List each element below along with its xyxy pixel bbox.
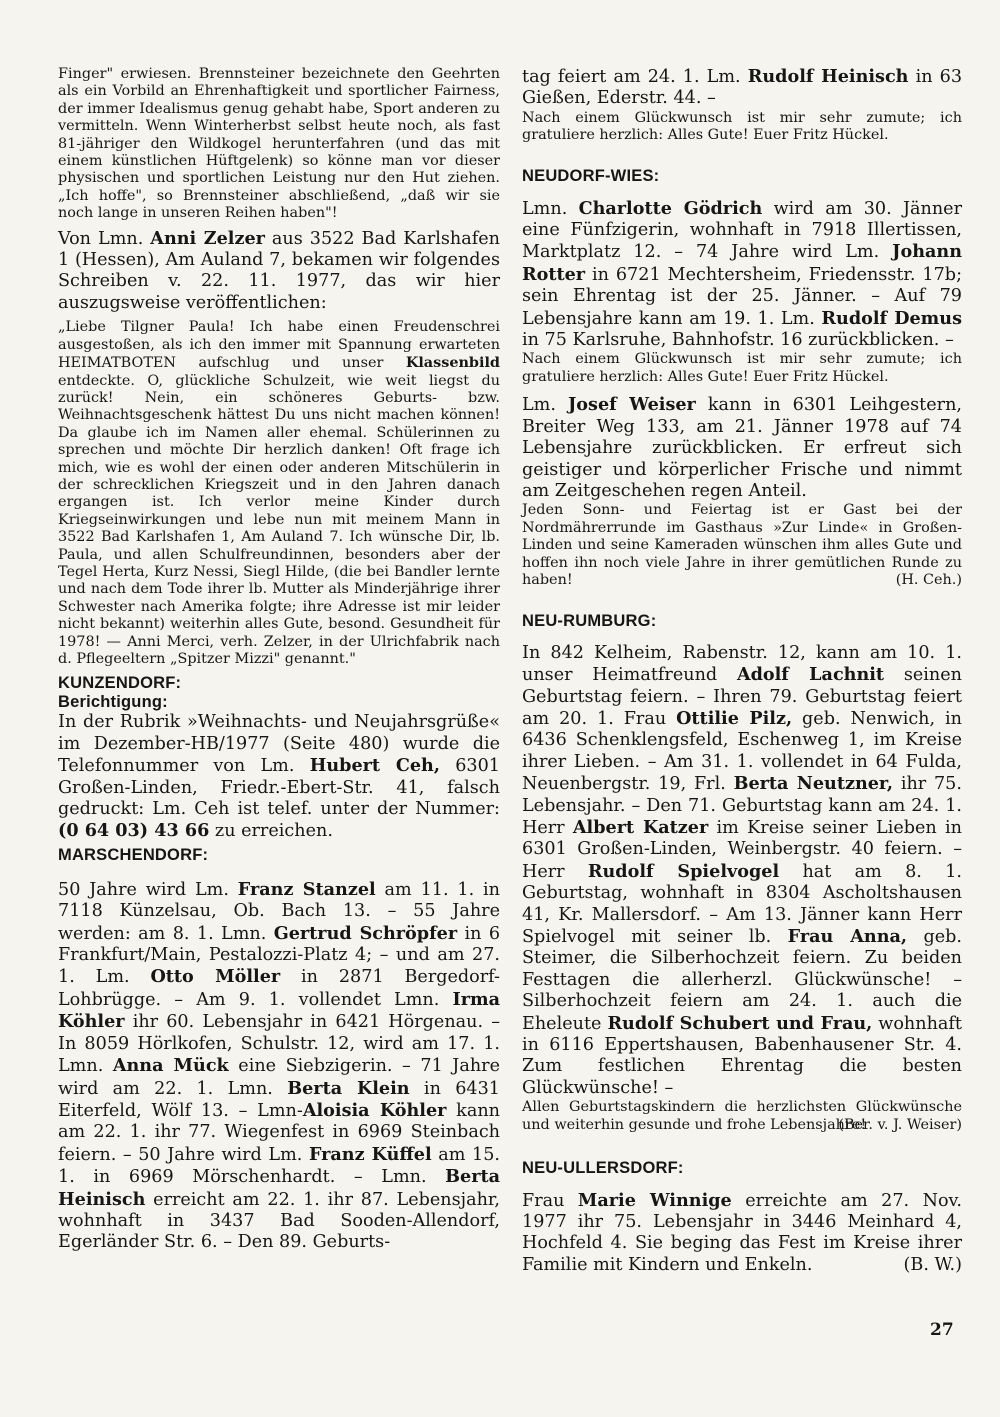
section-heading-neu-rumburg: NEU-RUMBURG:: [522, 611, 657, 630]
name-marie-winnige: Marie Winnige: [577, 1189, 732, 1211]
name-anni-zelzer: Anni Zelzer: [150, 227, 265, 249]
zelzer-intro: Von Lmn. Anni Zelzer aus 3522 Bad Karlshafen 1 (Hessen), Am Auland 7, bekamen wir folgendes Schreiben v. 22. 11. 1977, das wir hier auszugsweise veröffentlichen:: [58, 227, 500, 313]
right-column: [522, 66, 962, 1277]
subheading-berichtigung: Berichtigung:: [58, 693, 168, 712]
neudorf-birthdays: Lmn. Charlotte Gödrich wird am 30. Jänner eine Fünfzigerin, wohnhaft in 7918 Illertissen, Marktplatz 12. – 74 Jahre wird Lm. Johann Rotter in 6721 Mechtersheim, Friedensstr. 17b; sein Ehrentag ist der 25. Jänner. – Auf 79 Lebensjahre kann am 19. 1. Lm. Rudolf Demus in 75 Karlsruhe, Bahnhofstr. 16 zurückblicken. –: [522, 197, 962, 351]
klassenbild-term: Klassenbild: [405, 354, 500, 372]
name-rudolf-heinisch: Rudolf Heinisch: [747, 66, 909, 87]
signature-h-ceh: (H. Ceh.): [895, 572, 962, 589]
weiser-wishes: Jeden Sonn- und Feiertag ist er Gast bei der Nordmährerrunde im Gasthaus »Zur Linde« in Großen-Linden und seine Kameraden wünschen ihm alles Gute und hoffen ihn noch viele Jahre in ihrer gemütlichen Runde zu haben!: [522, 502, 962, 588]
hueckel-greeting-2: Nach einem Glückwunsch ist mir sehr zumute; ich gratuliere herzlich: Alles Gute! Euer Fritz Hückel.: [522, 351, 962, 385]
kunzendorf-correction: In der Rubrik »Weihnachts- und Neujahrsgrüße« im Dezember-HB/1977 (Seite 480) wurde die Telefonnummer von Lm. Hubert Ceh, 6301 Großen-Linden, Friedr.-Ebert-Str. 41, falsch gedruckt: Lm. Ceh ist telef. unter der Nummer: (0 64 03) 43 66 zu erreichen.: [58, 712, 500, 842]
name-josef-weiser: Josef Weiser: [567, 394, 696, 416]
left-column: [58, 66, 500, 1254]
rumburg-wishes: Allen Geburtstagskindern die herzlichsten Glückwünsche und weiterhin gesunde und frohe Lebensjahre!: [522, 1099, 962, 1133]
rumburg-birthdays: In 842 Kelheim, Rabenstr. 12, kann am 10. 1. unser Heimatfreund Adolf Lachnit seinen Geburtstag feiern. – Ihren 79. Geburtstag feiert am 20. 1. Frau Ottilie Pilz, geb. Nenwich, in 6436 Schenklengsfeld, Eschenweg 1, im Kreise ihrer Lieben. – Am 31. 1. vollendet in 64 Fulda, Neuenbergstr. 19, Frl. Berta Neutzner, ihr 75. Lebensjahr. – Den 71. Geburtstag kann am 24. 1. Herr Albert Katzer im Kreise seiner Lieben in 6301 Großen-Linden, Weinbergstr. 40 feiern. – Herr Rudolf Spielvogel hat am 8. 1. Geburtstag, wohnhaft in 8304 Ascholtshausen 41, Kr. Mallersdorf. – Am 13. Jänner kann Herr Spielvogel mit seiner lb. Frau Anna, geb. Steimer, die Silberhochzeit feiern. Zu beiden Festtagen die allerherzl. Glückwünsche! – Silberhochzeit feiern am 24. 1. auch die Eheleute Rudolf Schubert und Frau, wohnhaft in 6116 Eppertshausen, Babenhausener Str. 4. Zum festlichen Ehrentag die besten Glückwünsche! –: [522, 642, 963, 1098]
page-number: 27: [930, 1320, 954, 1340]
heinisch-birthday: tag feiert am 24. 1. Lm. Rudolf Heinisch in 63 Gießen, Ederstr. 44. –: [522, 66, 963, 109]
section-heading-marschendorf: MARSCHENDORF:: [58, 845, 209, 864]
signature-j-weiser: (Ber. v. J. Weiser): [838, 1117, 962, 1134]
section-heading-kunzendorf: KUNZENDORF:: [58, 674, 182, 693]
hueckel-greeting-1: Nach einem Glückwunsch ist mir sehr zumute; ich gratuliere herzlich: Alles Gute! Euer Fritz Hückel.: [522, 109, 962, 144]
zelzer-letter: „Liebe Tilgner Paula! Ich habe einen Freudenschrei ausgestoßen, als ich den immer mit Spannung erwarteten HEIMATBOTEN aufschlug und unser Klassenbild entdeckte. O, glückliche Schulzeit, wie weit liegst du zurück! Nein, ein schöneres Geburts- bzw. Weihnachtsgeschenk hättest Du uns nicht machen können! Da glaube ich im Namen aller ehemal. Schülerinnen zu sprechen und möchte Dir herzlich danken! Oft frage ich mich, wie es wohl der einen oder anderen Mitschülerin in der schrecklichen Kriegszeit und in den Jahren danach ergangen ist. Ich verlor meine Kinder durch Kriegseinwirkungen und lebe nun mit meinem Mann in 3522 Bad Karlshafen 1, Am Auland 7. Ich wünsche Dir, lb. Paula, und allen Schulfreundinnen, besonders aber der Tegel Herta, Kurz Nessi, Siegl Hilde, (die bei Bandler lernte und nach dem Tode ihrer lb. Mutter als Minderjährige ihrer Schwester nach Amerika folgte; ihre Adresse ist mir leider nicht bekannt) weiterhin alles Gute, besond. Gesundheit für 1978! — Anni Merci, verh. Zelzer, in der Ulrichfabrik nach d. Pflegeeltern „Spitzer Mizzi" genannt.": [58, 319, 500, 667]
phone-number: (0 64 03) 43 66: [58, 820, 210, 842]
section-heading-neu-ullersdorf: NEU-ULLERSDORF:: [522, 1158, 684, 1177]
article-continuation: Finger" erwiesen. Brennsteiner bezeichnete den Geehrten als ein Vorbild an Ehrenhaftigkeit und sportlicher Fairness, der immer Idealismus genug gehabt habe, Sport anderen zu vermitteln. Wenn Winterherbst selbst heute noch, als fast 81-jähriger den Wildkogel herunterfahren (und das mit einem künstlichen Hüftgelenk) so könne man vor dieser physischen und sportlichen Leistung nur den Hut ziehen. „Ich hoffe", so Brennsteiner abschließend, „daß wir sie noch lange in unseren Reihen haben"!: [58, 66, 500, 222]
signature-b-w: (B. W.): [903, 1255, 962, 1276]
section-heading-neudorf-wies: NEUDORF-WIES:: [522, 166, 660, 185]
marschendorf-birthdays: 50 Jahre wird Lm. Franz Stanzel am 11. 1. in 7118 Künzelsau, Ob. Bach 13. – 55 Jahre werden: am 8. 1. Lmn. Gertrud Schröpfer in 6 Frankfurt/Main, Pestalozzi-Platz 4; – und am 27. 1. Lm. Otto Möller in 2871 Bergedorf-Lohbrügge. – Am 9. 1. vollendet Lmn. Irma Köhler ihr 60. Lebensjahr in 6421 Hörgenau. – In 8059 Hörlkofen, Schulstr. 12, wird am 17. 1. Lmn. Anna Mück eine Siebzigerin. – 71 Jahre wird am 22. 1. Lmn. Berta Klein in 6431 Eiterfeld, Wölf 13. – Lmn-Aloisia Köhler kann am 22. 1. ihr 77. Wiegenfest in 6969 Steinbach feiern. – 50 Jahre wird Lm. Franz Küffel am 15. 1. in 6969 Mörschenhardt. – Lmn. Berta Heinisch erreicht am 22. 1. ihr 87. Lebensjahr, wohnhaft in 3437 Bad Sooden-Allendorf, Egerländer Str. 6. – Den 89. Geburts-: [58, 878, 501, 1253]
name-hubert-ceh: Hubert Ceh,: [309, 755, 440, 777]
ullersdorf-birthday: Frau Marie Winnige erreichte am 27. Nov. 1977 ihr 75. Lebensjahr in 3446 Meinhard 4, Hochfeld 4. Sie beging das Fest im Kreise ihrer Familie mit Kindern und Enkeln.: [522, 1189, 963, 1275]
weiser-birthday: Lm. Josef Weiser kann in 6301 Leihgestern, Breiter Weg 133, am 21. Jänner 1978 auf 74 Lebensjahre zurückblicken. Er erfreut sich geistiger und körperlicher Frische und nimmt am Zeitgeschehen regen Anteil.: [522, 394, 962, 501]
